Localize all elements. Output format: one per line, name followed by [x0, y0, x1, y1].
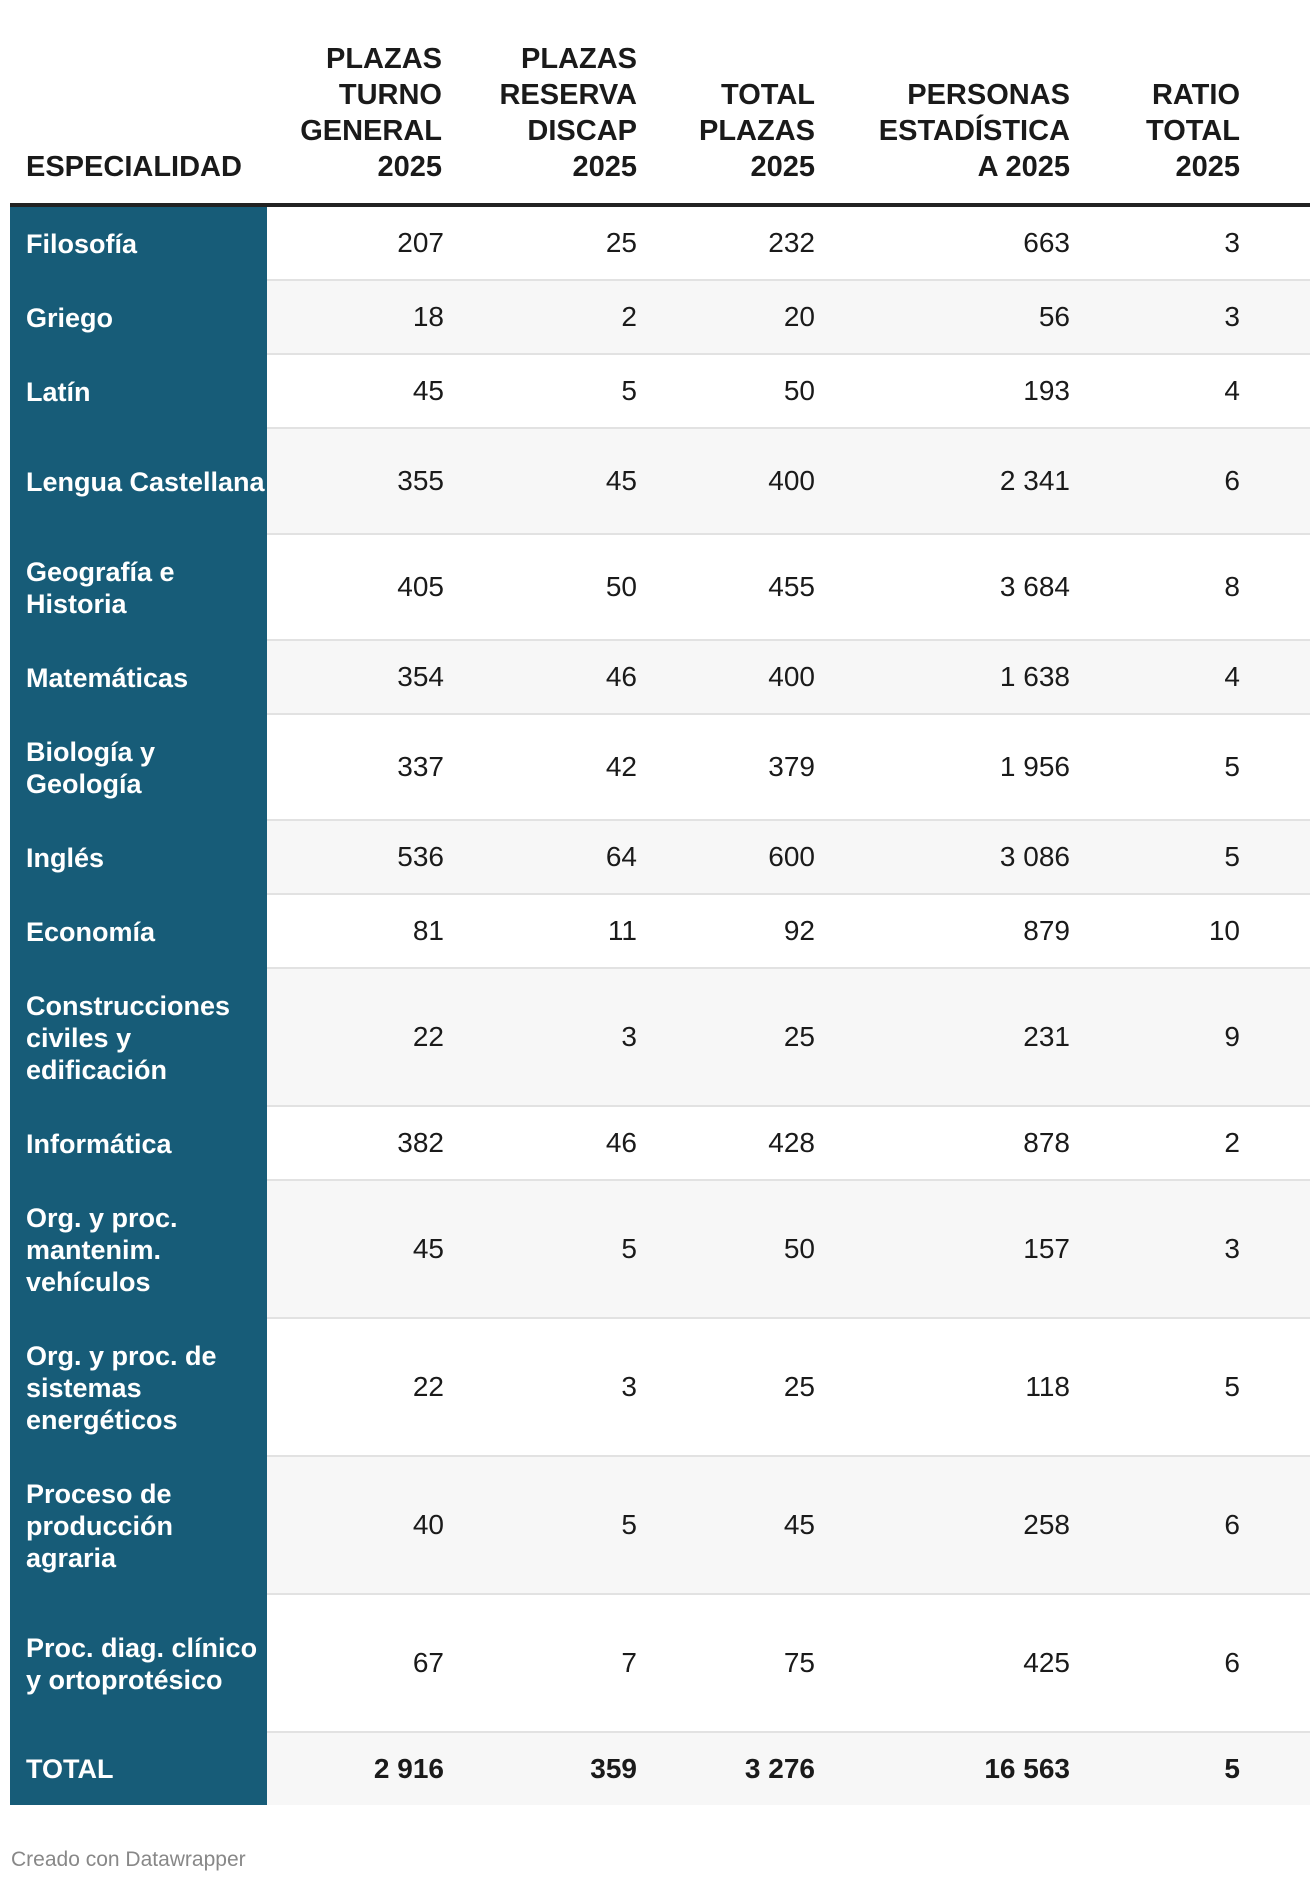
cell-personas: 3 086 [999, 841, 1070, 872]
cell-reserva: 64 [605, 841, 637, 872]
cell-reserva: 3 [621, 1021, 637, 1052]
row-especialidad: Griego [10, 281, 267, 355]
cell-total: 3 276 [744, 1753, 815, 1784]
row-especialidad: TOTAL [10, 1733, 267, 1805]
cell-total: 50 [783, 375, 815, 406]
row-especialidad: Lengua Castellana [10, 429, 267, 535]
cell-total: 455 [768, 571, 815, 602]
cell-ratio: 9 [1224, 1021, 1240, 1052]
cell-ratio: 5 [1224, 751, 1240, 782]
cell-ratio: 6 [1224, 1647, 1240, 1678]
total-row [10, 1733, 1310, 1805]
row-especialidad: Proceso de producción agraria [10, 1457, 267, 1595]
table-row [10, 1319, 1310, 1457]
cell-total: 25 [783, 1021, 815, 1052]
table-row [10, 1595, 1310, 1733]
cell-general: 2 916 [373, 1753, 444, 1784]
header-plazas-reserva-discap[interactable]: PLAZAS RESERVA DISCAP 2025 [499, 43, 637, 183]
row-especialidad: Proc. diag. clínico y ortoprotésico [10, 1595, 267, 1733]
cell-general: 40 [412, 1509, 444, 1540]
cell-total: 379 [768, 751, 815, 782]
cell-ratio: 4 [1224, 661, 1240, 692]
table-row [10, 1181, 1310, 1319]
row-especialidad: Matemáticas [10, 641, 267, 715]
row-especialidad: Inglés [10, 821, 267, 895]
cell-reserva: 359 [590, 1753, 637, 1784]
cell-general: 45 [412, 1233, 444, 1264]
row-especialidad: Org. y proc. de sistemas energéticos [10, 1319, 267, 1457]
cell-personas: 1 956 [999, 751, 1070, 782]
cell-total: 45 [783, 1509, 815, 1540]
table-row [10, 969, 1310, 1107]
row-especialidad: Economía [10, 895, 267, 969]
table-row [10, 821, 1310, 895]
cell-general: 18 [412, 301, 444, 332]
cell-total: 400 [768, 465, 815, 496]
row-especialidad: Biología y Geología [10, 715, 267, 821]
row-especialidad: Filosofía [10, 207, 267, 281]
cell-general: 354 [397, 661, 444, 692]
cell-personas: 425 [1023, 1647, 1070, 1678]
table-row [10, 281, 1310, 355]
cell-total: 428 [768, 1127, 815, 1158]
cell-personas: 663 [1023, 227, 1070, 258]
cell-personas: 1 638 [999, 661, 1070, 692]
table-row [10, 641, 1310, 715]
cell-ratio: 5 [1224, 1753, 1240, 1784]
cell-ratio: 8 [1224, 571, 1240, 602]
cell-ratio: 3 [1224, 227, 1240, 258]
cell-ratio: 4 [1224, 375, 1240, 406]
cell-ratio: 5 [1224, 841, 1240, 872]
cell-general: 337 [397, 751, 444, 782]
cell-ratio: 6 [1224, 1509, 1240, 1540]
cell-general: 22 [412, 1021, 444, 1052]
cell-reserva: 5 [621, 1233, 637, 1264]
cell-total: 92 [783, 915, 815, 946]
cell-personas: 193 [1023, 375, 1070, 406]
cell-reserva: 45 [605, 465, 637, 496]
cell-reserva: 46 [605, 1127, 637, 1158]
row-especialidad: Construcciones civiles y edificación [10, 969, 267, 1107]
cell-general: 207 [397, 227, 444, 258]
table-header [10, 0, 1310, 207]
row-especialidad: Latín [10, 355, 267, 429]
cell-personas: 157 [1023, 1233, 1070, 1264]
table-row [10, 895, 1310, 969]
cell-general: 22 [412, 1371, 444, 1402]
table-row [10, 1457, 1310, 1595]
cell-personas: 258 [1023, 1509, 1070, 1540]
cell-ratio: 10 [1208, 915, 1240, 946]
cell-personas: 56 [1038, 301, 1070, 332]
row-especialidad: Informática [10, 1107, 267, 1181]
table-row [10, 535, 1310, 641]
cell-personas: 118 [1025, 1371, 1070, 1402]
cell-total: 25 [783, 1371, 815, 1402]
cell-ratio: 3 [1224, 301, 1240, 332]
cell-personas: 2 341 [999, 465, 1070, 496]
cell-reserva: 46 [605, 661, 637, 692]
header-plazas-turno-general[interactable]: PLAZAS TURNO GENERAL 2025 [300, 43, 442, 183]
table-row [10, 715, 1310, 821]
table-row [10, 355, 1310, 429]
table-row [10, 1107, 1310, 1181]
cell-total: 400 [768, 661, 815, 692]
cell-total: 75 [783, 1647, 815, 1678]
cell-total: 50 [783, 1233, 815, 1264]
cell-reserva: 50 [605, 571, 637, 602]
cell-general: 382 [397, 1127, 444, 1158]
cell-total: 20 [783, 301, 815, 332]
table-row [10, 429, 1310, 535]
cell-reserva: 11 [607, 915, 637, 946]
cell-personas: 16 563 [984, 1753, 1070, 1784]
cell-ratio: 5 [1224, 1371, 1240, 1402]
table-container [10, 0, 1240, 1812]
cell-personas: 231 [1023, 1021, 1070, 1052]
cell-reserva: 5 [621, 375, 637, 406]
cell-personas: 879 [1023, 915, 1070, 946]
cell-general: 405 [397, 571, 444, 602]
table-row [10, 207, 1310, 281]
footer-credit: Creado con Datawrapper [11, 1848, 246, 1871]
cell-reserva: 2 [621, 301, 637, 332]
cell-general: 355 [397, 465, 444, 496]
header-personas-estadistica[interactable]: PERSONAS ESTADÍSTICA A 2025 [878, 79, 1070, 183]
cell-ratio: 6 [1224, 465, 1240, 496]
cell-reserva: 42 [605, 751, 637, 782]
cell-general: 67 [412, 1647, 444, 1678]
cell-personas: 878 [1023, 1127, 1070, 1158]
cell-ratio: 2 [1224, 1127, 1240, 1158]
cell-reserva: 3 [621, 1371, 637, 1402]
row-especialidad: Geografía e Historia [10, 535, 267, 641]
cell-general: 536 [397, 841, 444, 872]
cell-reserva: 25 [605, 227, 637, 258]
cell-personas: 3 684 [999, 571, 1070, 602]
cell-total: 232 [768, 227, 815, 258]
cell-ratio: 3 [1224, 1233, 1240, 1264]
cell-reserva: 5 [621, 1509, 637, 1540]
cell-reserva: 7 [621, 1647, 637, 1678]
header-ratio-total[interactable]: RATIO TOTAL 2025 [1146, 79, 1240, 183]
cell-general: 81 [412, 915, 444, 946]
header-total-plazas[interactable]: TOTAL PLAZAS 2025 [699, 79, 815, 183]
header-especialidad[interactable]: ESPECIALIDAD [26, 151, 242, 183]
cell-general: 45 [412, 375, 444, 406]
row-especialidad: Org. y proc. mantenim. vehículos [10, 1181, 267, 1319]
cell-total: 600 [768, 841, 815, 872]
